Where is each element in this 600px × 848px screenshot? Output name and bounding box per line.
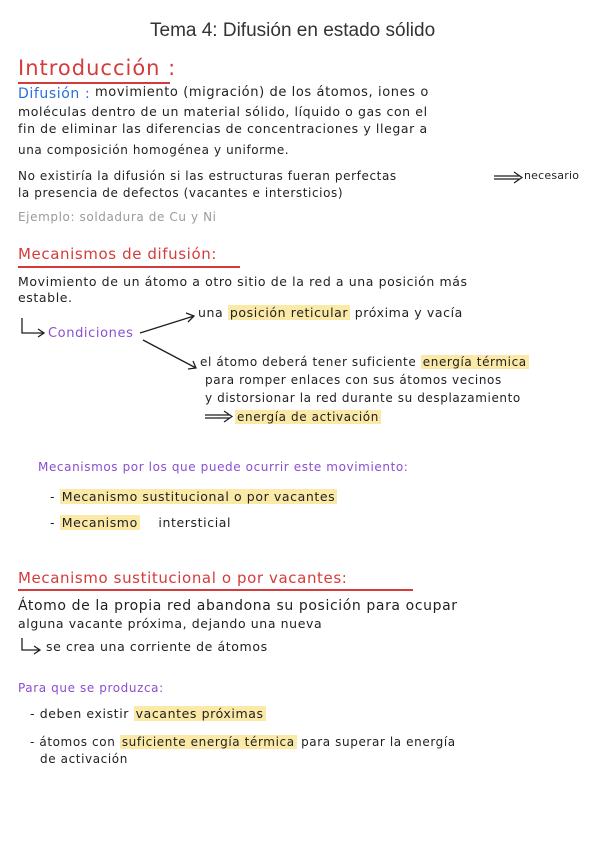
condition-2-line-2: para romper enlaces con sus átomos vecinos xyxy=(205,373,502,387)
substitutional-line-1: Átomo de la propia red abandona su posición para ocupar xyxy=(18,598,458,614)
intro-line-1: movimiento (migración) de los átomos, iones o xyxy=(95,85,429,100)
page-title: Tema 4: Difusión en estado sólido xyxy=(150,20,436,41)
condition-1-post: próxima y vacía xyxy=(354,305,463,320)
substitutional-heading: Mecanismo sustitucional o por vacantes: xyxy=(18,569,348,587)
necessary-text: necesario xyxy=(524,169,580,182)
corriente-hook-arrow-icon xyxy=(22,638,40,654)
necessary-arrow-icon xyxy=(494,172,522,183)
requirement-1-pre: deben existir xyxy=(39,706,129,721)
condition-2-line-3: y distorsionar la red durante su desplazamiento xyxy=(205,391,521,405)
requirement-2-post: para superar la energía xyxy=(301,735,456,749)
intro-heading: Introducción : xyxy=(18,56,177,80)
requirement-1-highlight: vacantes próximas xyxy=(135,706,264,721)
mechanisms-line-2: estable. xyxy=(18,290,73,305)
type-item-1: - Mecanismo sustitucional o por vacantes xyxy=(50,489,336,504)
intro-line-4: una composición homogénea y uniforme. xyxy=(18,143,290,157)
defects-line: la presencia de defectos (vacantes e intersticios) xyxy=(18,186,344,200)
intro-line-2: moléculas dentro de un material sólido, líquido o gas con el xyxy=(18,104,428,119)
requirement-2-line-2: de activación xyxy=(40,752,128,766)
type-item-2: - Mecanismo intersticial xyxy=(50,515,232,530)
activation-arrow-icon xyxy=(205,411,232,422)
intro-line-3: fin de eliminar las diferencias de concentraciones y llegar a xyxy=(18,121,428,136)
type-item-1-text: Mecanismo sustitucional o por vacantes xyxy=(61,489,336,504)
requirement-2-highlight: suficiente energía térmica xyxy=(121,735,295,749)
activation-energy-highlight: energía de activación xyxy=(237,410,379,424)
mechanisms-line-1: Movimiento de un átomo a otro sitio de la red a una posición más xyxy=(18,274,468,289)
requirement-1: - deben existir vacantes próximas xyxy=(30,706,264,721)
types-heading: Mecanismos por los que puede ocurrir este movimiento: xyxy=(38,460,409,474)
requirement-2: - átomos con suficiente energía térmica para superar la energía xyxy=(30,735,456,749)
example-line: Ejemplo: soldadura de Cu y Ni xyxy=(18,210,217,224)
perfect-structures-line: No existiría la difusión si las estructuras fueran perfectas xyxy=(18,169,397,183)
hook-arrow-icon xyxy=(22,318,44,337)
mechanisms-heading: Mecanismos de difusión: xyxy=(18,245,217,263)
condition-1-arrow-icon xyxy=(140,313,194,333)
substitutional-line-2: alguna vacante próxima, dejando una nueva xyxy=(18,616,323,631)
requirements-heading: Para que se produzca: xyxy=(18,681,164,695)
condition-1-pre: una xyxy=(198,305,224,320)
condition-2-arrow-icon xyxy=(143,340,196,369)
type-item-2-rest: intersticial xyxy=(158,515,232,530)
requirement-2-pre: átomos con xyxy=(39,735,116,749)
substitutional-line-3: se crea una corriente de átomos xyxy=(46,639,268,654)
difusion-label: Difusión : xyxy=(18,86,91,102)
condition-2-pre: el átomo deberá tener suficiente xyxy=(200,355,417,369)
type-item-2-highlight: Mecanismo xyxy=(61,515,138,530)
condition-1-highlight: posición reticular xyxy=(229,305,349,320)
conditions-label: Condiciones xyxy=(48,326,134,341)
condition-2-highlight: energía térmica xyxy=(422,355,527,369)
